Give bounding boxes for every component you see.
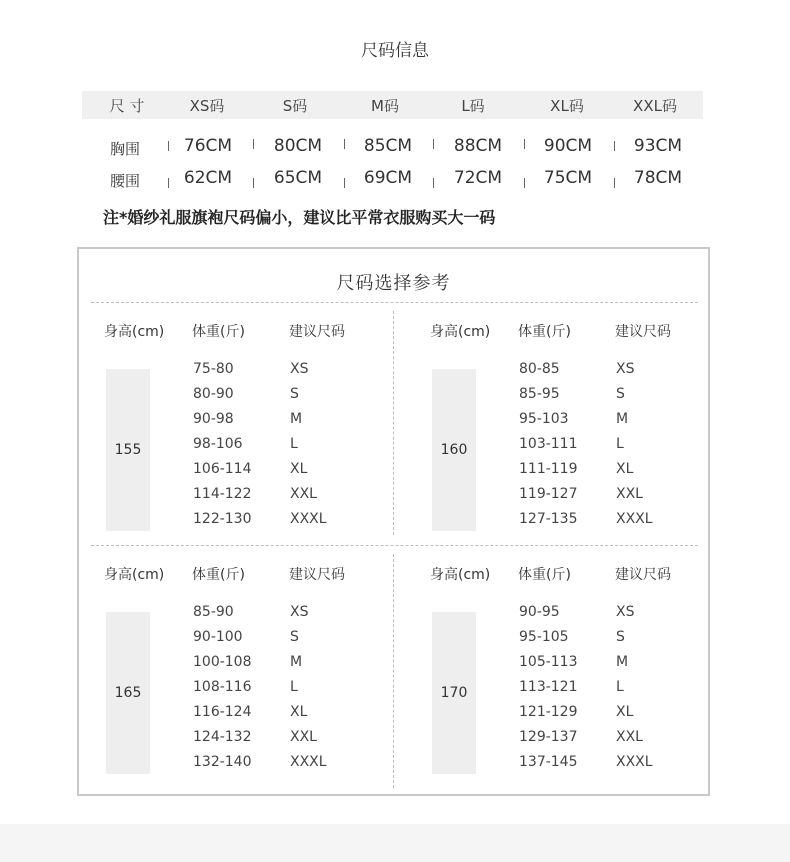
weight-cell: 75-80 — [193, 361, 234, 377]
size-row-waist — [82, 168, 703, 194]
size-cell: L — [290, 436, 298, 452]
size-cell: XS — [290, 604, 309, 620]
cell: 69CM — [363, 168, 413, 188]
size-cell: M — [290, 654, 303, 670]
cell: 65CM — [273, 168, 323, 188]
size-col-header: 建议尺码 — [289, 567, 345, 583]
weight-cell: 106-114 — [193, 461, 252, 477]
height-col-header: 身高(cm) — [104, 567, 165, 583]
cell: 93CM — [633, 136, 683, 156]
size-cell: S — [616, 386, 625, 402]
separator — [524, 139, 525, 149]
size-cell: S — [616, 629, 625, 645]
size-cell: XXL — [616, 729, 643, 745]
weight-col-header: 体重(斤) — [518, 324, 571, 340]
weight-cell: 137-145 — [519, 754, 578, 770]
weight-cell: 108-116 — [193, 679, 252, 695]
height-col-header: 身高(cm) — [430, 567, 491, 583]
separator — [253, 139, 254, 149]
weight-cell: 85-95 — [519, 386, 560, 402]
cell: 76CM — [183, 136, 233, 156]
size-cell: XS — [290, 361, 309, 377]
size-cell: XXXL — [616, 511, 653, 527]
size-col-header: 建议尺码 — [615, 567, 671, 583]
size-cell: XL — [290, 704, 308, 720]
cell: 88CM — [453, 136, 503, 156]
guide-title: 尺码选择参考 — [336, 273, 451, 294]
row-label: 腰围 — [109, 172, 141, 190]
header-s: S码 — [282, 96, 308, 115]
weight-cell: 90-98 — [193, 411, 234, 427]
page-title: 尺码信息 — [361, 41, 429, 61]
weight-cell: 95-105 — [519, 629, 569, 645]
size-cell: XXXL — [290, 511, 327, 527]
weight-cell: 105-113 — [519, 654, 578, 670]
cell: 78CM — [633, 168, 683, 188]
separator — [344, 139, 345, 149]
guide-block-165 — [79, 564, 379, 794]
separator — [524, 178, 525, 188]
size-table-header — [82, 91, 703, 119]
header-xl: XL码 — [550, 96, 584, 115]
divider — [393, 554, 394, 788]
height-value: 155 — [114, 442, 142, 458]
size-cell: L — [616, 679, 624, 695]
size-cell: XS — [616, 361, 635, 377]
size-note: 注*婚纱礼服旗袍尺码偏小，建议比平常衣服购买大一码 — [103, 208, 496, 227]
size-cell: L — [290, 679, 298, 695]
weight-cell: 114-122 — [193, 486, 252, 502]
size-guide-panel — [77, 247, 710, 796]
size-cell: S — [290, 629, 299, 645]
weight-cell: 127-135 — [519, 511, 578, 527]
height-col-header: 身高(cm) — [430, 324, 491, 340]
cell: 72CM — [453, 168, 503, 188]
height-value: 170 — [440, 685, 468, 701]
size-cell: M — [616, 654, 629, 670]
size-cell: XL — [616, 704, 634, 720]
size-cell: L — [616, 436, 624, 452]
weight-cell: 132-140 — [193, 754, 252, 770]
divider — [393, 311, 394, 535]
separator — [614, 178, 615, 188]
weight-cell: 95-103 — [519, 411, 569, 427]
weight-cell: 111-119 — [519, 461, 578, 477]
size-cell: XL — [290, 461, 308, 477]
size-cell: XS — [616, 604, 635, 620]
header-xxl: XXL码 — [633, 96, 677, 115]
separator — [614, 141, 615, 151]
weight-cell: 121-129 — [519, 704, 578, 720]
size-cell: XXXL — [290, 754, 327, 770]
size-cell: XXXL — [616, 754, 653, 770]
size-cell: XXL — [616, 486, 643, 502]
weight-cell: 80-90 — [193, 386, 234, 402]
weight-cell: 129-137 — [519, 729, 578, 745]
size-col-header: 建议尺码 — [289, 324, 345, 340]
weight-cell: 116-124 — [193, 704, 252, 720]
weight-cell: 98-106 — [193, 436, 243, 452]
footer-strip — [0, 824, 790, 862]
size-cell: XL — [616, 461, 634, 477]
guide-block-155 — [79, 321, 379, 551]
guide-block-170 — [405, 564, 705, 794]
weight-cell: 90-100 — [193, 629, 243, 645]
cell: 80CM — [273, 136, 323, 156]
weight-cell: 119-127 — [519, 486, 578, 502]
weight-cell: 90-95 — [519, 604, 560, 620]
cell: 62CM — [183, 168, 233, 188]
guide-block-160 — [405, 321, 705, 551]
size-cell: XXL — [290, 486, 317, 502]
height-col-header: 身高(cm) — [104, 324, 165, 340]
size-cell: S — [290, 386, 299, 402]
weight-cell: 100-108 — [193, 654, 252, 670]
divider — [91, 302, 698, 303]
height-value: 165 — [114, 685, 142, 701]
separator — [433, 139, 434, 149]
weight-cell: 85-90 — [193, 604, 234, 620]
size-cell: M — [616, 411, 629, 427]
cell: 85CM — [363, 136, 413, 156]
separator — [168, 141, 169, 151]
weight-cell: 122-130 — [193, 511, 252, 527]
size-cell: M — [290, 411, 303, 427]
weight-col-header: 体重(斤) — [518, 567, 571, 583]
cell: 90CM — [543, 136, 593, 156]
separator — [433, 178, 434, 188]
separator — [168, 178, 169, 188]
header-l: L码 — [461, 96, 485, 115]
header-size-label: 尺 寸 — [109, 96, 145, 115]
header-m: M码 — [371, 96, 399, 115]
weight-cell: 124-132 — [193, 729, 252, 745]
separator — [253, 178, 254, 188]
height-value: 160 — [440, 442, 468, 458]
weight-cell: 80-85 — [519, 361, 560, 377]
weight-cell: 113-121 — [519, 679, 578, 695]
weight-col-header: 体重(斤) — [192, 567, 245, 583]
size-cell: XXL — [290, 729, 317, 745]
weight-col-header: 体重(斤) — [192, 324, 245, 340]
separator — [344, 178, 345, 188]
header-xs: XS码 — [189, 96, 225, 115]
weight-cell: 103-111 — [519, 436, 578, 452]
cell: 75CM — [543, 168, 593, 188]
size-col-header: 建议尺码 — [615, 324, 671, 340]
size-row-chest — [82, 136, 703, 162]
row-label: 胸围 — [109, 140, 141, 158]
